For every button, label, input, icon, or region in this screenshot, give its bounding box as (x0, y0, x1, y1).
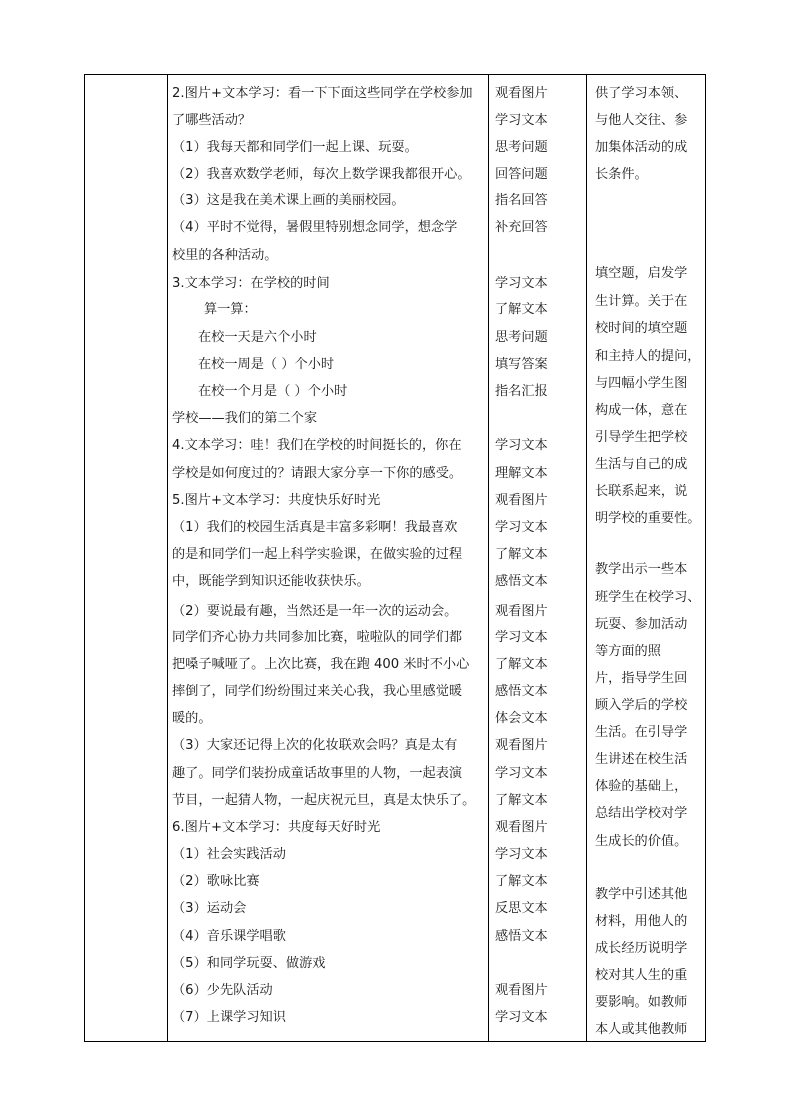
design-intent-line: 和主持人的提问， (595, 349, 701, 364)
activity-text-line: 节目，一起猜人物，一起庆祝元旦，真是太快乐了。 (172, 793, 476, 808)
design-intent-line: 校对其人生的重 (595, 968, 688, 983)
activity-text-line: 学校——我们的第二个家 (172, 411, 318, 426)
design-intent-line: 明学校的重要性。 (595, 511, 701, 526)
student-action-line: 感悟文本 (495, 574, 548, 589)
design-intent-line: 生成长的价值。 (595, 834, 688, 849)
design-intent-line: 要影响。如教师 (595, 995, 688, 1010)
activity-text-line: 在校一天是六个小时 (198, 330, 317, 345)
design-intent-line: 顾入学后的学校 (595, 698, 688, 713)
student-action-line: 填写答案 (495, 357, 548, 372)
student-action-line: 学习文本 (495, 520, 548, 535)
design-intent-column (587, 75, 707, 1041)
activity-text-line: 校里的各种活动。 (172, 248, 278, 263)
student-action-line: 指名回答 (495, 193, 548, 208)
design-intent-line: 等方面的照 (595, 644, 661, 659)
activity-text-line: 学校是如何度过的？请跟大家分享一下你的感受。 (172, 466, 463, 481)
activity-text-line: （1）我们的校园生活真是丰富多彩啊！我最喜欢 (172, 520, 458, 535)
activity-text-line: （6）少先队活动 (172, 983, 273, 998)
activity-text-line: （1）我每天都和同学们一起上课、玩耍。 (172, 140, 418, 155)
teaching-activities-column (168, 75, 488, 1041)
student-action-line: 学习文本 (495, 847, 548, 862)
design-intent-line: 教学中引述其他 (595, 887, 688, 902)
student-action-line: 学习文本 (495, 630, 548, 645)
activity-text-line: （4）音乐课学唱歌 (172, 929, 286, 944)
design-intent-line: 片，指导学生回 (595, 671, 688, 686)
student-action-line: 指名汇报 (495, 384, 548, 399)
activity-text-line: 中，既能学到知识还能收获快乐。 (172, 574, 370, 589)
activity-text-line: （2）歌咏比赛 (172, 874, 260, 889)
activity-text-line: 5.图片+文本学习：共度快乐好时光 (172, 493, 381, 508)
design-intent-line: 材料，用他人的 (595, 914, 688, 929)
student-action-line: 学习文本 (495, 438, 548, 453)
activity-text-line: （7）上课学习知识 (172, 1010, 286, 1025)
student-action-line: 了解文本 (495, 657, 548, 672)
student-action-line: 反思文本 (495, 901, 548, 916)
design-intent-line: 加集体活动的成 (595, 140, 688, 155)
design-intent-line: 本人或其他教师 (595, 1022, 688, 1037)
activity-text-line: （5）和同学玩耍、做游戏 (172, 956, 326, 971)
activity-text-line: 了哪些活动？ (172, 113, 252, 128)
design-intent-line: 教学出示一些本 (595, 562, 688, 577)
student-action-line: 观看图片 (495, 738, 548, 753)
stage-column (85, 75, 167, 1041)
student-action-line: 观看图片 (495, 604, 548, 619)
student-action-line: 思考问题 (495, 140, 548, 155)
activity-text-line: （3）运动会 (172, 901, 247, 916)
student-action-line: 理解文本 (495, 466, 548, 481)
design-intent-line: 生活。在引导学 (595, 725, 688, 740)
design-intent-line: 体验的基础上， (595, 779, 688, 794)
student-action-line: 学习文本 (495, 276, 548, 291)
activity-text-line: （2）要说最有趣，当然还是一年一次的运动会。 (172, 604, 458, 619)
student-action-line: 体会文本 (495, 711, 548, 726)
activity-text-line: （2）我喜欢数学老师，每次上数学课我都很开心。 (172, 167, 471, 182)
student-action-line: 思考问题 (495, 330, 548, 345)
activity-text-line: 2.图片+文本学习：看一下下面这些同学在学校参加 (172, 86, 473, 101)
activity-text-line: 6.图片+文本学习：共度每天好时光 (172, 820, 381, 835)
activity-text-line: 在校一周是（ ）个小时 (198, 357, 335, 372)
activity-text-line: 4.文本学习：哇！我们在学校的时间挺长的，你在 (172, 438, 462, 453)
activity-text-line: （1）社会实践活动 (172, 847, 286, 862)
activity-text-line: （3）这是我在美术课上画的美丽校园。 (172, 193, 405, 208)
design-intent-line: 与四幅小学生图 (595, 376, 688, 391)
activity-text-line: 把嗓子喊哑了。上次比赛，我在跑 400 米时不小心 (172, 657, 470, 672)
design-intent-line: 总结出学校对学 (595, 806, 688, 821)
activity-text-line: 趣了。同学们装扮成童话故事里的人物，一起表演 (172, 766, 463, 781)
design-intent-line: 供了学习本领、 (595, 86, 688, 101)
student-action-line: 了解文本 (495, 874, 548, 889)
design-intent-line: 引导学生把学校 (595, 430, 688, 445)
student-action-line: 了解文本 (495, 793, 548, 808)
design-intent-line: 长联系起来，说 (595, 484, 688, 499)
student-action-line: 观看图片 (495, 820, 548, 835)
student-action-line: 回答问题 (495, 167, 548, 182)
student-action-line: 补充回答 (495, 220, 548, 235)
student-action-line: 学习文本 (495, 1010, 548, 1025)
design-intent-line: 生讲述在校生活 (595, 752, 688, 767)
activity-text-line: （4）平时不觉得，暑假里特别想念同学，想念学 (172, 220, 458, 235)
activity-text-line: 3.文本学习：在学校的时间 (172, 276, 330, 291)
student-actions-column (489, 75, 586, 1041)
design-intent-line: 填空题，启发学 (595, 266, 688, 281)
student-action-line: 了解文本 (495, 302, 548, 317)
activity-text-line: （3）大家还记得上次的化妆联欢会吗？真是太有 (172, 738, 458, 753)
student-action-line: 学习文本 (495, 113, 548, 128)
design-intent-line: 构成一体，意在 (595, 403, 688, 418)
activity-text-line: 的是和同学们一起上科学实验课，在做实验的过程 (172, 547, 463, 562)
design-intent-line: 玩耍、参加活动 (595, 617, 688, 632)
activity-text-line: 暖的。 (172, 711, 212, 726)
activity-text-line: 摔倒了，同学们纷纷围过来关心我，我心里感觉暖 (172, 684, 463, 699)
student-action-line: 感悟文本 (495, 929, 548, 944)
design-intent-line: 成长经历说明学 (595, 941, 688, 956)
student-action-line: 观看图片 (495, 493, 548, 508)
student-action-line: 学习文本 (495, 766, 548, 781)
student-action-line: 观看图片 (495, 86, 548, 101)
lesson-plan-table (84, 74, 706, 1042)
activity-text-line: 算一算： (204, 302, 257, 317)
student-action-line: 了解文本 (495, 547, 548, 562)
student-action-line: 感悟文本 (495, 684, 548, 699)
design-intent-line: 生计算。关于在 (595, 294, 688, 309)
activity-text-line: 在校一个月是（ ）个小时 (198, 384, 348, 399)
design-intent-line: 校时间的填空题 (595, 321, 688, 336)
design-intent-line: 班学生在校学习、 (595, 590, 701, 605)
activity-text-line: 同学们齐心协力共同参加比赛，啦啦队的同学们都 (172, 630, 463, 645)
student-action-line: 观看图片 (495, 983, 548, 998)
design-intent-line: 长条件。 (595, 167, 648, 182)
design-intent-line: 与他人交往、参 (595, 113, 688, 128)
design-intent-line: 生活与自己的成 (595, 457, 688, 472)
